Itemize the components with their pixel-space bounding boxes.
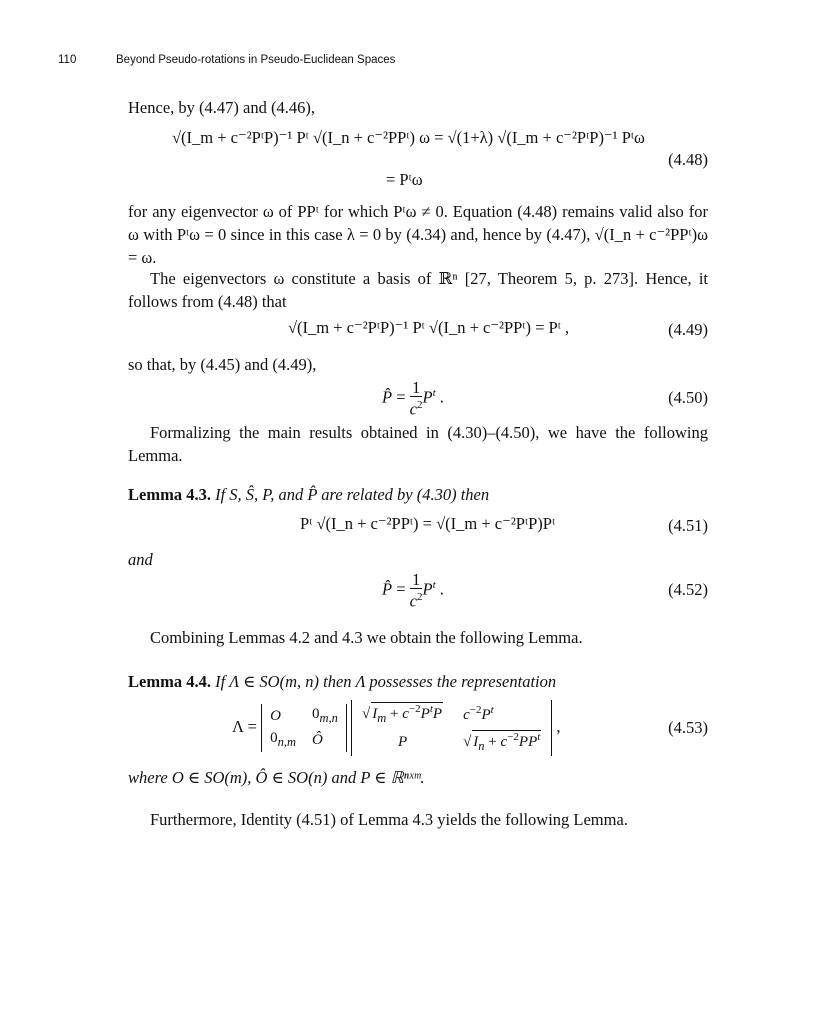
equation-4-48-line-1: √(I_m + c⁻²PᵗP)⁻¹ Pᵗ √(I_n + c⁻²PPᵗ) ω = √(1+λ) √(I_m + c⁻²PᵗP)⁻¹ Pᵗω bbox=[172, 128, 645, 147]
lemma-4-3 bbox=[128, 483, 708, 506]
paragraph-2: for any eigenvector ω of PPᵗ for which Pᵗω ≠ 0. Equation (4.48) remains valid also for ω with Pᵗω = 0 since in this case λ = 0 by (4.34) and, hence by (4.47), √(I_n + c⁻²PPᵗ)ω = ω. bbox=[128, 202, 708, 267]
lemma-4-3-statement: If S, Ŝ, P, and P̂ are related by (4.30) then bbox=[215, 485, 490, 504]
lemma-4-4-statement: If Λ ∈ SO(m, n) then Λ possesses the representation bbox=[215, 672, 557, 691]
paragraph-6: Combining Lemmas 4.2 and 4.3 we obtain the following Lemma. bbox=[150, 628, 583, 647]
paragraph-3: The eigenvectors ω constitute a basis of ℝⁿ [27, Theorem 5, p. 273]. Hence, it follows from (4.48) that bbox=[128, 269, 708, 311]
lemma-4-4 bbox=[128, 670, 708, 693]
paragraph-7: where O ∈ SO(m), Ô ∈ SO(n) and P ∈ ℝⁿˣᵐ. bbox=[128, 768, 425, 787]
equation-4-53: Λ = O $0_{m,n}$ $0_{n,m}$ Ô √ $I_m + c^{-2}P^tP$ $c^{-2}P^t$ P √ $I_n + c^{-2}PP^t$ , bbox=[232, 700, 561, 756]
equation-4-50: P̂ = $\frac{1}{c^2}$ $P^t$ . bbox=[382, 378, 444, 419]
page-number: 110 bbox=[58, 54, 77, 66]
lemma-4-4-label: Lemma 4.4. bbox=[128, 672, 211, 691]
equation-4-51: Pᵗ √(I_n + c⁻²PPᵗ) = √(I_m + c⁻²PᵗP)Pᵗ bbox=[300, 514, 556, 533]
equation-number-4-48: (4.48) bbox=[668, 150, 708, 169]
running-title: Beyond Pseudo-rotations in Pseudo-Euclidean Spaces bbox=[116, 54, 396, 66]
paragraph-5: Formalizing the main results obtained in (4.30)–(4.50), we have the following Lemma. bbox=[128, 423, 708, 465]
equation-number-4-50: (4.50) bbox=[668, 388, 708, 407]
paragraph-4: so that, by (4.45) and (4.49), bbox=[128, 355, 317, 374]
equation-number-4-51: (4.51) bbox=[668, 516, 708, 535]
and-connector: and bbox=[128, 550, 153, 569]
equation-4-49: √(I_m + c⁻²PᵗP)⁻¹ Pᵗ √(I_n + c⁻²PPᵗ) = Pᵗ , bbox=[288, 318, 570, 337]
paragraph-8: Furthermore, Identity (4.51) of Lemma 4.3 yields the following Lemma. bbox=[150, 810, 628, 829]
running-header bbox=[58, 54, 395, 66]
equation-4-48-line-2: = Pᵗω bbox=[386, 170, 423, 189]
equation-number-4-49: (4.49) bbox=[668, 320, 708, 339]
equation-number-4-52: (4.52) bbox=[668, 580, 708, 599]
equation-4-52: P̂ = $\frac{1}{c^2}$ $P^t$ . bbox=[382, 570, 444, 611]
equation-number-4-53: (4.53) bbox=[668, 718, 708, 737]
paragraph-1: Hence, by (4.47) and (4.46), bbox=[128, 98, 315, 117]
lemma-4-3-label: Lemma 4.3. bbox=[128, 485, 211, 504]
